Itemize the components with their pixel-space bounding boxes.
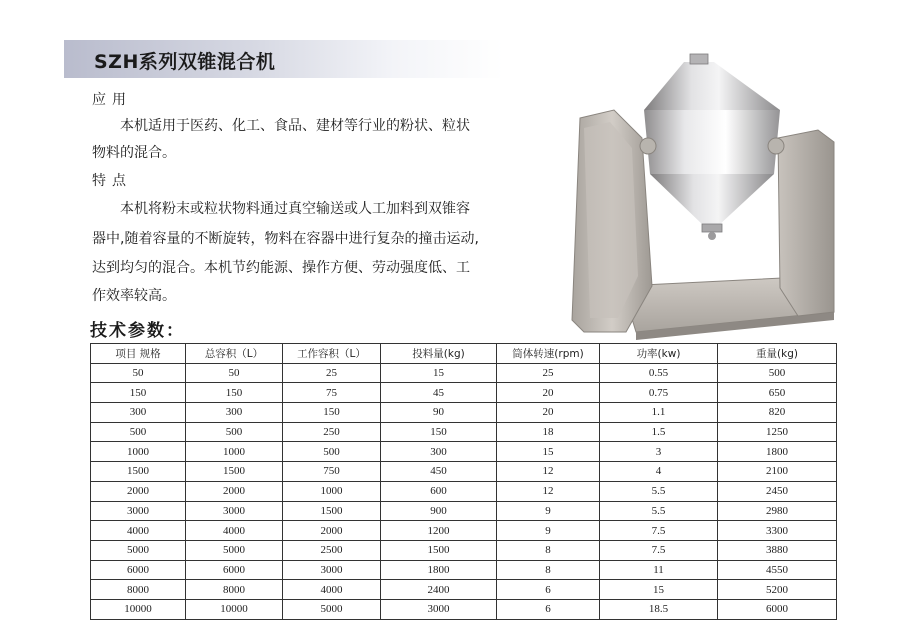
cell-total-volume: 5000 bbox=[186, 540, 283, 560]
cell-spec: 500 bbox=[91, 422, 186, 442]
cell-speed: 12 bbox=[497, 462, 600, 482]
cell-load: 300 bbox=[381, 442, 497, 462]
table-row bbox=[91, 521, 837, 541]
cell-weight: 1800 bbox=[718, 442, 837, 462]
cell-load: 3000 bbox=[381, 599, 497, 619]
cell-total-volume: 1000 bbox=[186, 442, 283, 462]
cell-spec: 3000 bbox=[91, 501, 186, 521]
cell-working-volume: 1000 bbox=[283, 481, 381, 501]
table-row bbox=[91, 560, 837, 580]
table-row bbox=[91, 540, 837, 560]
cell-load: 1800 bbox=[381, 560, 497, 580]
cell-working-volume: 250 bbox=[283, 422, 381, 442]
cell-total-volume: 6000 bbox=[186, 560, 283, 580]
cell-speed: 18 bbox=[497, 422, 600, 442]
cell-working-volume: 75 bbox=[283, 383, 381, 403]
cell-working-volume: 1500 bbox=[283, 501, 381, 521]
specs-table bbox=[90, 343, 837, 620]
cell-weight: 5200 bbox=[718, 580, 837, 600]
cell-working-volume: 150 bbox=[283, 403, 381, 423]
cell-weight: 2980 bbox=[718, 501, 837, 521]
cell-speed: 8 bbox=[497, 560, 600, 580]
cell-spec: 6000 bbox=[91, 560, 186, 580]
col-header-load: 投料量(kg) bbox=[381, 344, 497, 364]
cell-weight: 820 bbox=[718, 403, 837, 423]
cell-total-volume: 50 bbox=[186, 363, 283, 383]
cell-power: 5.5 bbox=[600, 481, 718, 501]
cell-load: 90 bbox=[381, 403, 497, 423]
cell-weight: 2100 bbox=[718, 462, 837, 482]
cell-total-volume: 3000 bbox=[186, 501, 283, 521]
cell-spec: 1500 bbox=[91, 462, 186, 482]
cell-spec: 1000 bbox=[91, 442, 186, 462]
cell-power: 7.5 bbox=[600, 521, 718, 541]
cell-load: 150 bbox=[381, 422, 497, 442]
cell-working-volume: 3000 bbox=[283, 560, 381, 580]
cell-working-volume: 4000 bbox=[283, 580, 381, 600]
col-header-spec: 项目 规格 bbox=[91, 344, 186, 364]
cell-load: 15 bbox=[381, 363, 497, 383]
cell-load: 1500 bbox=[381, 540, 497, 560]
cell-working-volume: 750 bbox=[283, 462, 381, 482]
cell-working-volume: 2000 bbox=[283, 521, 381, 541]
cell-power: 11 bbox=[600, 560, 718, 580]
application-line-2: 物料的混合。 bbox=[92, 145, 176, 161]
table-row bbox=[91, 501, 837, 521]
cell-spec: 150 bbox=[91, 383, 186, 403]
cell-spec: 50 bbox=[91, 363, 186, 383]
cell-power: 18.5 bbox=[600, 599, 718, 619]
table-row bbox=[91, 403, 837, 423]
col-header-working-volume: 工作容积（L） bbox=[283, 344, 381, 364]
cell-load: 600 bbox=[381, 481, 497, 501]
cell-weight: 650 bbox=[718, 383, 837, 403]
cell-power: 1.1 bbox=[600, 403, 718, 423]
cell-speed: 8 bbox=[497, 540, 600, 560]
cell-working-volume: 25 bbox=[283, 363, 381, 383]
col-header-total-volume: 总容积（L） bbox=[186, 344, 283, 364]
table-row bbox=[91, 580, 837, 600]
cell-speed: 6 bbox=[497, 599, 600, 619]
cell-power: 3 bbox=[600, 442, 718, 462]
cell-speed: 25 bbox=[497, 363, 600, 383]
cell-working-volume: 500 bbox=[283, 442, 381, 462]
cell-weight: 3880 bbox=[718, 540, 837, 560]
cell-speed: 15 bbox=[497, 442, 600, 462]
col-header-power: 功率(kw) bbox=[600, 344, 718, 364]
table-row bbox=[91, 383, 837, 403]
cell-load: 45 bbox=[381, 383, 497, 403]
cell-total-volume: 300 bbox=[186, 403, 283, 423]
cell-spec: 4000 bbox=[91, 521, 186, 541]
cell-speed: 9 bbox=[497, 501, 600, 521]
cell-load: 2400 bbox=[381, 580, 497, 600]
specs-title: 技术参数： bbox=[90, 321, 185, 341]
cell-spec: 8000 bbox=[91, 580, 186, 600]
title-bar bbox=[64, 40, 504, 78]
col-header-speed: 筒体转速(rpm) bbox=[497, 344, 600, 364]
cell-load: 1200 bbox=[381, 521, 497, 541]
cell-power: 5.5 bbox=[600, 501, 718, 521]
cell-power: 0.55 bbox=[600, 363, 718, 383]
table-header-row bbox=[91, 344, 837, 364]
cell-speed: 6 bbox=[497, 580, 600, 600]
cell-power: 15 bbox=[600, 580, 718, 600]
application-line-1: 本机适用于医药、化工、食品、建材等行业的粉状、粒状 bbox=[120, 118, 470, 134]
table-row bbox=[91, 363, 837, 383]
cell-speed: 12 bbox=[497, 481, 600, 501]
cell-total-volume: 1500 bbox=[186, 462, 283, 482]
cell-speed: 20 bbox=[497, 403, 600, 423]
features-line-4: 作效率较高。 bbox=[92, 288, 176, 304]
cell-load: 900 bbox=[381, 501, 497, 521]
cell-weight: 2450 bbox=[718, 481, 837, 501]
cell-spec: 5000 bbox=[91, 540, 186, 560]
table-row bbox=[91, 422, 837, 442]
features-line-2: 器中,随着容量的不断旋转，物料在容器中进行复杂的撞击运动, bbox=[92, 231, 479, 247]
cell-spec: 2000 bbox=[91, 481, 186, 501]
cell-total-volume: 2000 bbox=[186, 481, 283, 501]
cell-total-volume: 500 bbox=[186, 422, 283, 442]
features-line-1: 本机将粉末或粒状物料通过真空输送或人工加料到双锥容 bbox=[120, 201, 470, 217]
table-row bbox=[91, 462, 837, 482]
cell-weight: 3300 bbox=[718, 521, 837, 541]
cell-total-volume: 8000 bbox=[186, 580, 283, 600]
table-row bbox=[91, 442, 837, 462]
cell-power: 1.5 bbox=[600, 422, 718, 442]
cell-total-volume: 150 bbox=[186, 383, 283, 403]
application-heading: 应用 bbox=[92, 92, 132, 108]
cell-weight: 1250 bbox=[718, 422, 837, 442]
col-header-weight: 重量(kg) bbox=[718, 344, 837, 364]
cell-weight: 500 bbox=[718, 363, 837, 383]
cell-power: 0.75 bbox=[600, 383, 718, 403]
cell-power: 4 bbox=[600, 462, 718, 482]
cell-speed: 20 bbox=[497, 383, 600, 403]
cell-power: 7.5 bbox=[600, 540, 718, 560]
cell-total-volume: 4000 bbox=[186, 521, 283, 541]
page-title: SZH系列双锥混合机 bbox=[94, 51, 276, 73]
cell-speed: 9 bbox=[497, 521, 600, 541]
cell-load: 450 bbox=[381, 462, 497, 482]
cell-total-volume: 10000 bbox=[186, 599, 283, 619]
cell-working-volume: 2500 bbox=[283, 540, 381, 560]
cell-weight: 4550 bbox=[718, 560, 837, 580]
features-line-3: 达到均匀的混合。本机节约能源、操作方便、劳动强度低、工 bbox=[92, 260, 470, 276]
cell-weight: 6000 bbox=[718, 599, 837, 619]
features-heading: 特点 bbox=[92, 173, 132, 189]
table-row bbox=[91, 481, 837, 501]
cell-spec: 300 bbox=[91, 403, 186, 423]
double-cone-mixer-image bbox=[566, 50, 840, 340]
cell-working-volume: 5000 bbox=[283, 599, 381, 619]
cell-spec: 10000 bbox=[91, 599, 186, 619]
table-row bbox=[91, 599, 837, 619]
